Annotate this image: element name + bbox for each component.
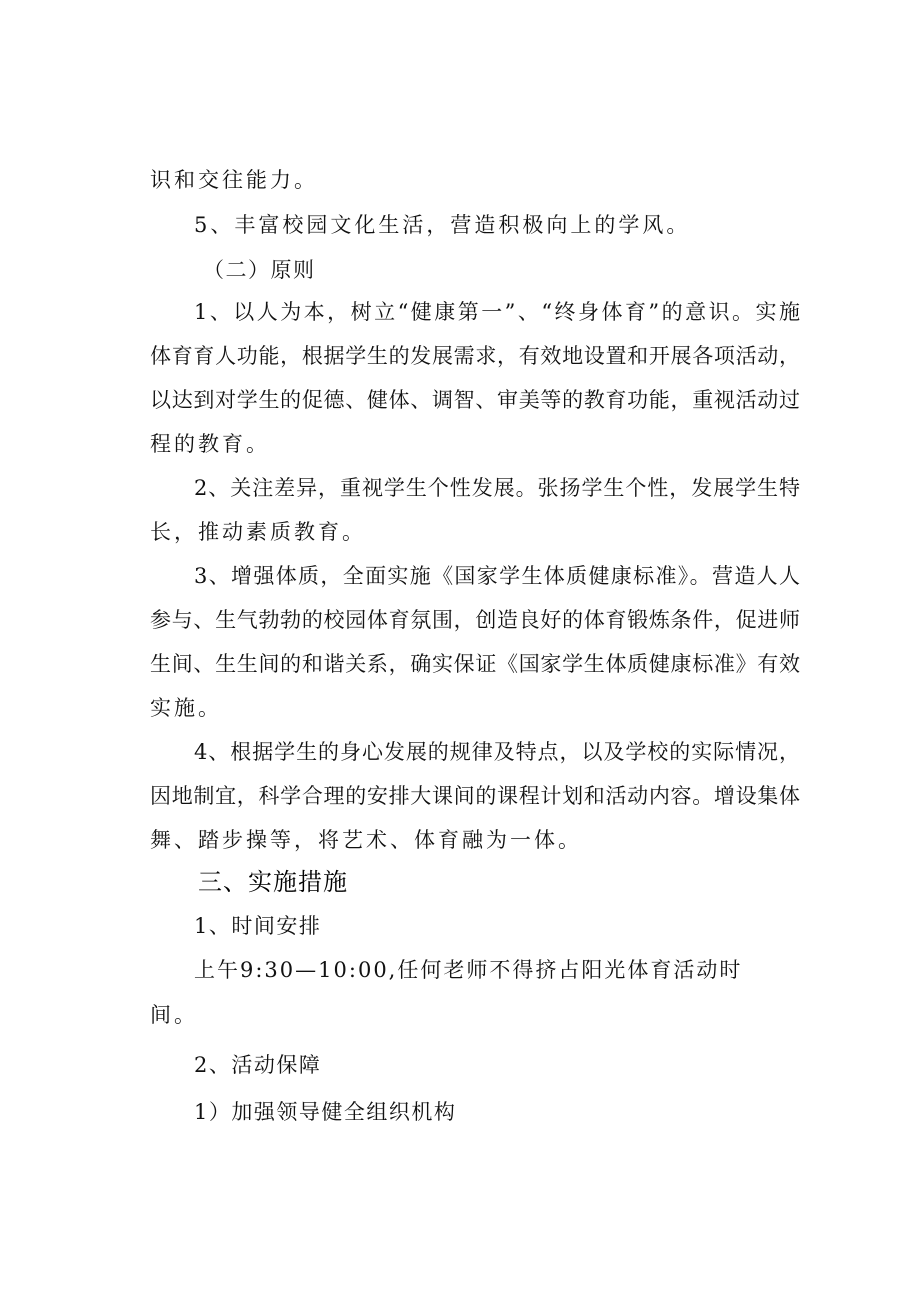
paragraph-line: 识和交往能力。 — [150, 168, 318, 192]
subsection-heading: （二）原则 — [203, 258, 316, 282]
paragraph-line: 5、丰富校园文化生活，营造积极向上的学风。 — [194, 213, 691, 237]
section-heading: 三、实施措施 — [198, 868, 348, 896]
paragraph-line: 因地制宜，科学合理的安排大课间的课程计划和活动内容。增设集体 — [150, 784, 800, 808]
subsection-heading: 2、活动保障 — [194, 1053, 322, 1077]
paragraph-line: 4、根据学生的身心发展的规律及特点，以及学校的实际情况， — [194, 740, 800, 764]
paragraph-line: 长，推动素质教育。 — [150, 520, 366, 544]
paragraph-line: 1、以人为本，树立“健康第一”、“终身体育”的意识。实施 — [194, 300, 800, 324]
paragraph-line: 2、关注差异，重视学生个性发展。张扬学生个性，发展学生特 — [194, 476, 800, 500]
paragraph-line: 间。 — [150, 1003, 198, 1027]
list-item: 1）加强领导健全组织机构 — [194, 1100, 457, 1124]
paragraph-line: 程的教育。 — [150, 432, 270, 456]
paragraph-line: 生间、生生间的和谐关系，确实保证《国家学生体质健康标准》有效 — [150, 652, 800, 676]
paragraph-line: 实施。 — [150, 696, 222, 720]
paragraph-line: 上午9:30—10:00,任何老师不得挤占阳光体育活动时 — [194, 958, 743, 982]
paragraph-line: 体育育人功能，根据学生的发展需求，有效地设置和开展各项活动， — [150, 344, 800, 368]
paragraph-line: 以达到对学生的促德、健体、调智、审美等的教育功能，重视活动过 — [150, 388, 800, 412]
paragraph-line: 参与、生气勃勃的校园体育氛围，创造良好的体育锻炼条件，促进师 — [150, 608, 800, 632]
paragraph-line: 3、增强体质，全面实施《国家学生体质健康标准》。营造人人 — [194, 564, 800, 588]
paragraph-line: 舞、踏步操等，将艺术、体育融为一体。 — [150, 828, 582, 852]
subsection-heading: 1、时间安排 — [194, 914, 322, 938]
